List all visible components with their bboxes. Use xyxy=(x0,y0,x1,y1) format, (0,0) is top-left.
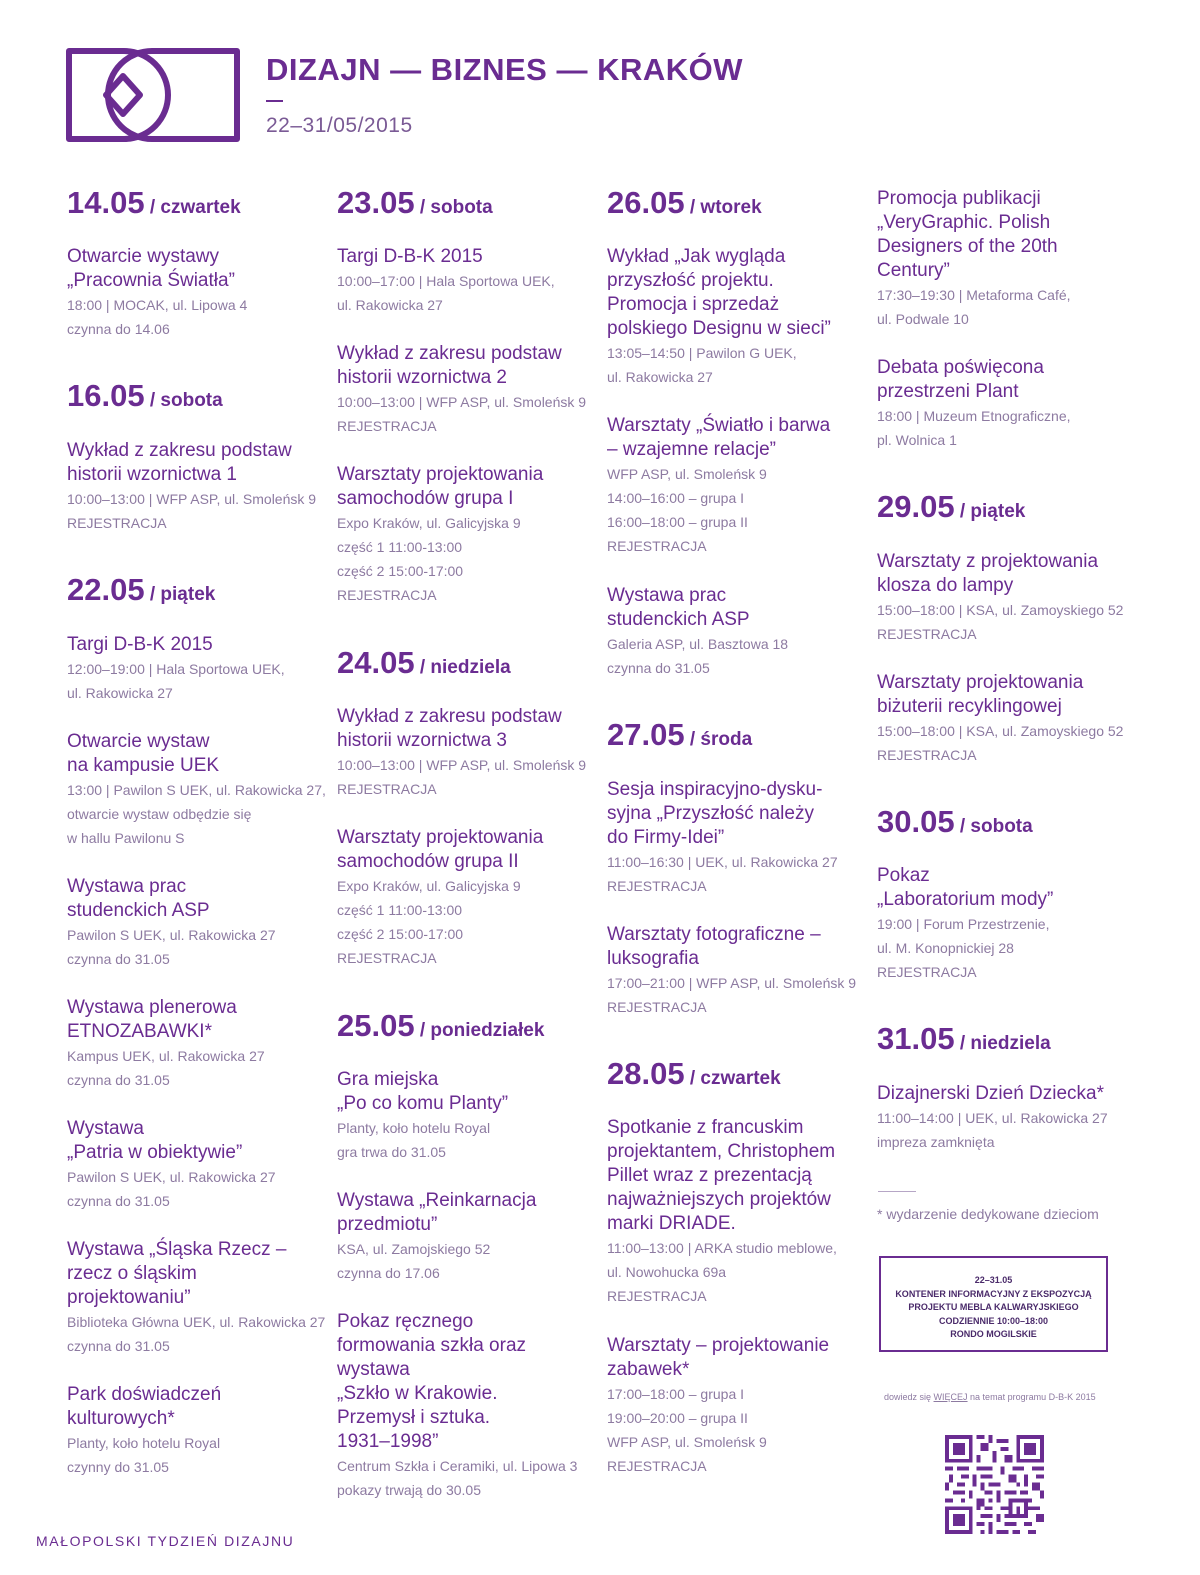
event-details: Centrum Szkła i Ceramiki, ul. Lipowa 3 pokazy trwają do 30.05 xyxy=(337,1458,578,1498)
event-title: Dizajnerski Dzień Dziecka* xyxy=(877,1083,1105,1104)
day-header-26-05: 26.05 / wtorek xyxy=(607,185,762,220)
event-details: KSA, ul. Zamojskiego 52 czynna do 17.06 xyxy=(337,1241,491,1281)
event-item xyxy=(607,1116,869,1308)
info-location: RONDO MOGILSKIE xyxy=(950,1329,1037,1339)
event-title: Warsztaty z projektowania klosza do lampy xyxy=(877,551,1099,596)
event-item xyxy=(67,996,329,1092)
event-details: 11:00–14:00 | UEK, ul. Rakowicka 27 impreza zamknięta xyxy=(877,1110,1108,1150)
footnote: * wydarzenie dedykowane dzieciom xyxy=(877,1206,1099,1222)
event-dates: 22–31/05/2015 xyxy=(266,114,413,137)
event-details: 18:00 | Muzeum Etnograficzne, pl. Wolnica 1 xyxy=(877,408,1071,448)
event-details: Planty, koło hotelu Royal gra trwa do 31.05 xyxy=(337,1120,491,1160)
event-item xyxy=(67,730,329,850)
event-item xyxy=(67,245,329,341)
event-title: Warsztaty projektowania biżuterii recyklingowej xyxy=(877,672,1084,717)
day-header-23-05: 23.05 / sobota xyxy=(337,185,493,220)
event-title: Warsztaty projektowania samochodów grupa I xyxy=(337,464,544,509)
event-title: Warsztaty – projektowanie zabawek* xyxy=(607,1335,830,1380)
event-details: Pawilon S UEK, ul. Rakowicka 27 czynna do 31.05 xyxy=(67,927,276,967)
day-header-22-05: 22.05 / piątek xyxy=(67,572,216,607)
event-title: Park doświadczeń kulturowych* xyxy=(67,1384,222,1429)
event-title: Wykład z zakresu podstaw historii wzornictwa 1 xyxy=(67,440,292,485)
event-details: 12:00–19:00 | Hala Sportowa UEK, ul. Rakowicka 27 xyxy=(67,661,285,701)
event-title: Sesja inspiracyjno-dysku- syjna „Przyszłość należy do Firmy-Idei” xyxy=(607,779,823,848)
day-header-30-05: 30.05 / sobota xyxy=(877,804,1033,839)
event-title: Targi D-B-K 2015 xyxy=(67,634,213,655)
event-details: 10:00–13:00 | WFP ASP, ul. Smoleńsk 9 REJESTRACJA xyxy=(337,394,587,434)
event-item xyxy=(607,414,869,558)
event-details: 10:00–13:00 | WFP ASP, ul. Smoleńsk 9 REJESTRACJA xyxy=(67,491,317,531)
event-item xyxy=(877,356,1139,452)
event-item xyxy=(877,671,1139,767)
event-title: Wykład „Jak wygląda przyszłość projektu. Promocja i sprzedaż polskiego Designu w sieci” xyxy=(607,246,831,339)
event-item xyxy=(607,245,869,389)
event-details: Pawilon S UEK, ul. Rakowicka 27 czynna do 31.05 xyxy=(67,1169,276,1209)
event-title: Pokaz ręcznego formowania szkła oraz wystawa „Szkło w Krakowie. Przemysł i sztuka. 1931–1998” xyxy=(337,1311,527,1452)
event-item xyxy=(877,1082,1139,1154)
event-details: Planty, koło hotelu Royal czynny do 31.05 xyxy=(67,1435,221,1475)
event-title: Wystawa plenerowa ETNOZABAWKI* xyxy=(67,997,237,1042)
event-details: Galeria ASP, ul. Basztowa 18 czynna do 31.05 xyxy=(607,636,789,676)
event-item xyxy=(607,584,869,680)
info-container-box xyxy=(879,1256,1108,1352)
more-info-link[interactable]: WIĘCEJ xyxy=(933,1392,968,1402)
event-item xyxy=(607,923,869,1019)
event-item xyxy=(337,826,599,970)
event-title: Wystawa „Patria w obiektywie” xyxy=(67,1118,243,1163)
event-title: Wykład z zakresu podstaw historii wzornictwa 3 xyxy=(337,706,562,751)
event-details: 15:00–18:00 | KSA, ul. Zamoyskiego 52 REJESTRACJA xyxy=(877,723,1124,763)
event-title: Warsztaty projektowania samochodów grupa II xyxy=(337,827,544,872)
event-details: 13:00 | Pawilon S UEK, ul. Rakowicka 27, otwarcie wystaw odbędzie się w hallu Pawilonu S xyxy=(67,782,326,846)
title-divider xyxy=(266,100,283,102)
day-header-25-05: 25.05 / poniedziałek xyxy=(337,1008,545,1043)
event-item xyxy=(67,1238,329,1358)
event-title: Targi D-B-K 2015 xyxy=(337,246,483,267)
event-item xyxy=(67,1383,329,1479)
event-details: Expo Kraków, ul. Galicyjska 9 część 1 11:00-13:00 część 2 15:00-17:00 REJESTRACJA xyxy=(337,878,521,966)
event-title: Debata poświęcona przestrzeni Plant xyxy=(877,357,1044,402)
day-header-24-05: 24.05 / niedziela xyxy=(337,645,511,680)
day-header-27-05: 27.05 / środa xyxy=(607,717,753,752)
day-header-16-05: 16.05 / sobota xyxy=(67,378,223,413)
event-item xyxy=(337,1189,599,1285)
day-header-29-05: 29.05 / piątek xyxy=(877,489,1026,524)
page-title: DIZAJN — BIZNES — KRAKÓW xyxy=(266,52,743,87)
event-title: Wystawa „Reinkarnacja przedmiotu” xyxy=(337,1190,537,1235)
event-details: 19:00 | Forum Przestrzenie, ul. M. Konopnickiej 28 REJESTRACJA xyxy=(877,916,1050,980)
event-item xyxy=(67,439,329,535)
event-details: 10:00–13:00 | WFP ASP, ul. Smoleńsk 9 REJESTRACJA xyxy=(337,757,587,797)
event-title: Promocja publikacji „VeryGraphic. Polish Designers of the 20th Century” xyxy=(877,188,1058,281)
info-dates: 22–31.05 xyxy=(974,1275,1013,1285)
event-item xyxy=(337,463,599,607)
info-line: KONTENER INFORMACYJNY Z EKSPOZYCJĄ xyxy=(895,1288,1092,1299)
event-item xyxy=(607,1334,869,1478)
event-title: Gra miejska „Po co komu Planty” xyxy=(337,1069,509,1114)
event-item xyxy=(337,1068,599,1164)
event-item xyxy=(877,550,1139,646)
event-details: Biblioteka Główna UEK, ul. Rakowicka 27 czynna do 31.05 xyxy=(67,1314,326,1354)
event-title: Wykład z zakresu podstaw historii wzornictwa 2 xyxy=(337,343,562,388)
event-details: 10:00–17:00 | Hala Sportowa UEK, ul. Rakowicka 27 xyxy=(337,273,555,313)
event-item xyxy=(337,245,599,317)
qr-code-icon[interactable] xyxy=(945,1435,1044,1534)
day-header-28-05: 28.05 / czwartek xyxy=(607,1056,781,1091)
event-item xyxy=(67,875,329,971)
event-details: Expo Kraków, ul. Galicyjska 9 część 1 11:00-13:00 część 2 15:00-17:00 REJESTRACJA xyxy=(337,515,521,603)
event-item xyxy=(877,864,1139,984)
event-details: 18:00 | MOCAK, ul. Lipowa 4 czynna do 14.06 xyxy=(67,297,248,337)
event-details: 13:05–14:50 | Pawilon G UEK, ul. Rakowicka 27 xyxy=(607,345,797,385)
event-details: 17:30–19:30 | Metaforma Café, ul. Podwale 10 xyxy=(877,287,1071,327)
footer-text: MAŁOPOLSKI TYDZIEŃ DIZAJNU xyxy=(36,1533,295,1549)
day-header-14-05: 14.05 / czwartek xyxy=(67,185,241,220)
event-details: WFP ASP, ul. Smoleńsk 9 14:00–16:00 – grupa I 16:00–18:00 – grupa II REJESTRACJA xyxy=(607,466,767,554)
more-info-text: dowiedz się WIĘCEJ na temat programu D-B-K 2015 xyxy=(884,1392,1096,1402)
event-title: Pokaz „Laboratorium mody” xyxy=(877,865,1054,910)
event-item xyxy=(607,778,869,898)
event-title: Wystawa „Śląska Rzecz – rzecz o śląskim projektowaniu” xyxy=(67,1239,287,1308)
event-title: Warsztaty fotograficzne – luksografia xyxy=(607,924,821,969)
event-details: 17:00–21:00 | WFP ASP, ul. Smoleńsk 9 REJESTRACJA xyxy=(607,975,857,1015)
event-item xyxy=(337,342,599,438)
event-details: 11:00–13:00 | ARKA studio meblowe, ul. Nowohucka 69a REJESTRACJA xyxy=(607,1240,837,1304)
event-item xyxy=(877,187,1139,331)
info-hours: CODZIENNIE 10:00–18:00 xyxy=(938,1315,1049,1326)
day-header-31-05: 31.05 / niedziela xyxy=(877,1021,1051,1056)
event-title: Wystawa prac studenckich ASP xyxy=(607,585,750,630)
event-title: Otwarcie wystawy „Pracownia Światła” xyxy=(67,246,235,291)
event-details: 11:00–16:30 | UEK, ul. Rakowicka 27 REJESTRACJA xyxy=(607,854,838,894)
event-item xyxy=(337,1310,599,1502)
event-details: 17:00–18:00 – grupa I 19:00–20:00 – grupa II WFP ASP, ul. Smoleńsk 9 REJESTRACJA xyxy=(607,1386,767,1474)
event-item xyxy=(67,633,329,705)
event-title: Spotkanie z francuskim projektantem, Christophem Pillet wraz z prezentacją najważniejszych projektów marki DRIADE. xyxy=(607,1117,836,1234)
event-details: Kampus UEK, ul. Rakowicka 27 czynna do 31.05 xyxy=(67,1048,265,1088)
event-item xyxy=(67,1117,329,1213)
footnote-divider xyxy=(878,1191,916,1192)
event-title: Otwarcie wystaw na kampusie UEK xyxy=(67,731,220,776)
event-title: Warsztaty „Światło i barwa – wzajemne relacje” xyxy=(607,415,831,460)
event-item xyxy=(337,705,599,801)
event-details: 15:00–18:00 | KSA, ul. Zamoyskiego 52 REJESTRACJA xyxy=(877,602,1124,642)
info-line: PROJEKTU MEBLA KALWARYJSKIEGO xyxy=(908,1302,1079,1312)
event-title: Wystawa prac studenckich ASP xyxy=(67,876,210,921)
dbk-logo xyxy=(66,48,240,142)
